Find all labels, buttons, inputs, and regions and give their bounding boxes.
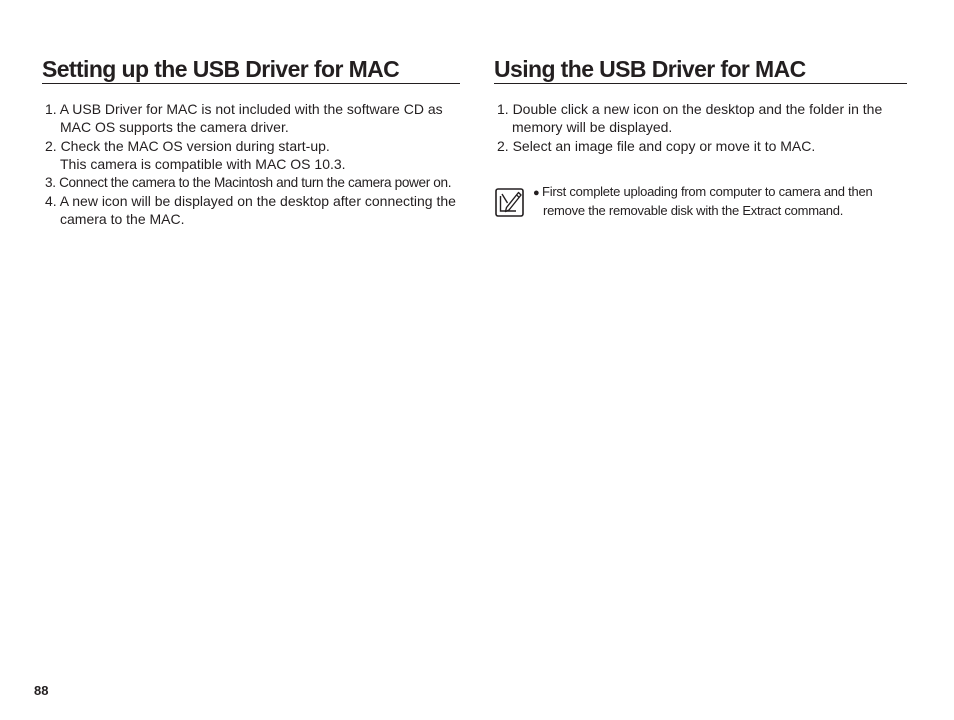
page-number: 88 (34, 683, 49, 698)
instruction-list (494, 100, 907, 155)
instruction-list (42, 100, 460, 229)
section-using-usb-driver (494, 56, 907, 219)
list-item: 3. Connect the camera to the Macintosh and turn the camera power on. (45, 174, 452, 190)
note-pencil-icon (495, 188, 524, 217)
note-box (494, 183, 907, 223)
list-item: 2. Check the MAC OS version during start-up. (45, 137, 330, 154)
list-item-continuation: This camera is compatible with MAC OS 10.3. (60, 156, 346, 173)
list-item: 1. Double click a new icon on the desktop and the folder in the (497, 101, 883, 117)
section-setting-up-usb-driver (42, 56, 460, 229)
list-item: 2. Select an image file and copy or move it to MAC. (497, 137, 816, 154)
section-heading: Setting up the USB Driver for MAC (42, 56, 460, 84)
note-text (533, 183, 872, 220)
bullet: ● (533, 187, 540, 199)
note-line: First complete uploading from computer to camera and then (542, 184, 873, 199)
list-item-continuation: memory will be displayed. (512, 119, 673, 136)
note-line: remove the removable disk with the Extract command. (543, 203, 844, 219)
list-item: 1. A USB Driver for MAC is not included with the software CD as (45, 101, 443, 117)
list-item-continuation: camera to the MAC. (60, 211, 185, 228)
list-item-continuation: MAC OS supports the camera driver. (60, 119, 289, 136)
section-heading: Using the USB Driver for MAC (494, 56, 907, 84)
list-item: 4. A new icon will be displayed on the desktop after connecting the (45, 193, 456, 210)
